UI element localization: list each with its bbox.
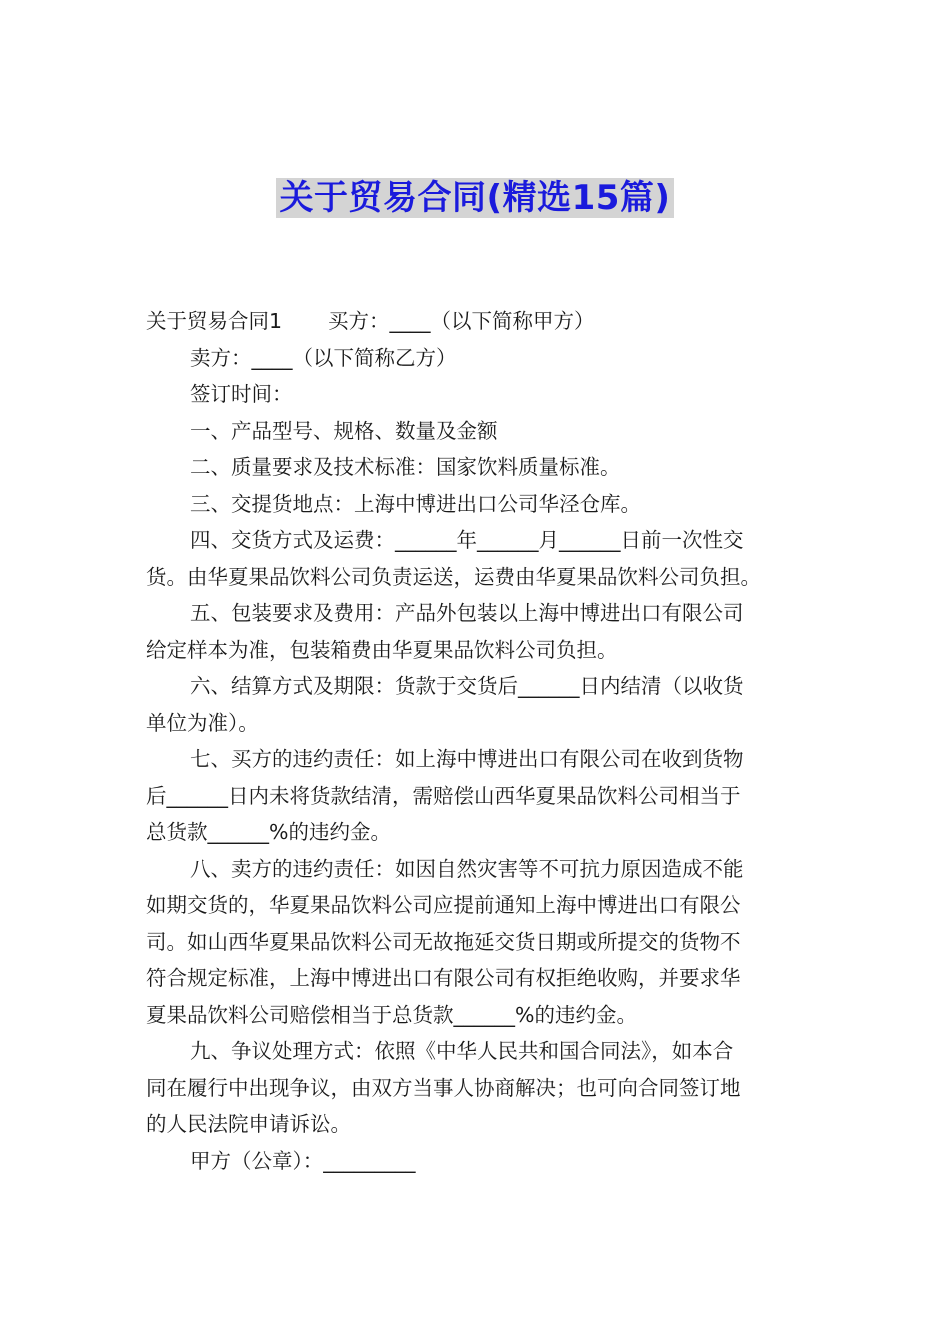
clause-line: 司。如山西华夏果品饮料公司无故拖延交货日期或所提交的货物不	[146, 929, 741, 954]
clause-line: 夏果品饮料公司赔偿相当于总货款______%的违约金。	[146, 1002, 637, 1027]
clause-line: 四、交货方式及运费：______年______月______日前一次性交	[190, 528, 744, 552]
sign-date-line: 签订时间：	[190, 382, 293, 406]
clause-line: 符合规定标准，上海中博进出口有限公司有权拒绝收购，并要求华	[146, 966, 741, 990]
clause-line: 九、争议处理方式：依照《中华人民共和国合同法》，如本合	[190, 1039, 734, 1063]
clause-line: 五、包装要求及费用：产品外包装以上海中博进出口有限公司	[190, 601, 744, 625]
clause-line: 如期交货的，华夏果品饮料公司应提前通知上海中博进出口有限公	[146, 893, 741, 917]
buyer-line: 买方：____（以下简称甲方）	[328, 309, 595, 333]
party-a-seal-line: 甲方（公章）：_________	[190, 1148, 416, 1173]
clause-line: 八、卖方的违约责任：如因自然灾害等不可抗力原因造成不能	[190, 856, 744, 881]
clause-line: 一、产品型号、规格、数量及金额	[190, 418, 498, 443]
clause-line: 七、买方的违约责任：如上海中博进出口有限公司在收到货物	[190, 747, 744, 771]
clause-line: 二、质量要求及技术标准：国家饮料质量标准。	[190, 455, 621, 479]
clause-line: 给定样本为准，包装箱费由华夏果品饮料公司负担。	[146, 637, 618, 662]
clause-line: 三、交提货地点：上海中博进出口公司华泾仓库。	[190, 491, 641, 516]
section-heading: 关于贸易合同1	[146, 309, 283, 333]
clause-line: 总货款______%的违约金。	[146, 820, 391, 844]
document-body	[146, 303, 806, 1179]
seller-line: 卖方：____（以下简称乙方）	[190, 345, 457, 370]
clause-line: 的人民法院申请诉讼。	[146, 1112, 351, 1136]
document-title: 关于贸易合同(精选15篇)	[276, 178, 675, 218]
title-container	[0, 178, 950, 218]
clause-line: 后______日内未将货款结清，需赔偿山西华夏果品饮料公司相当于	[146, 783, 741, 808]
clause-line: 六、结算方式及期限：货款于交货后______日内结清（以收货	[190, 674, 744, 698]
clause-line: 货。由华夏果品饮料公司负责运送，运费由华夏果品饮料公司负担。	[146, 564, 761, 589]
clause-line: 同在履行中出现争议，由双方当事人协商解决；也可向合同签订地	[146, 1075, 741, 1100]
clause-line: 单位为准）。	[146, 710, 259, 735]
paragraph-line	[146, 303, 806, 340]
